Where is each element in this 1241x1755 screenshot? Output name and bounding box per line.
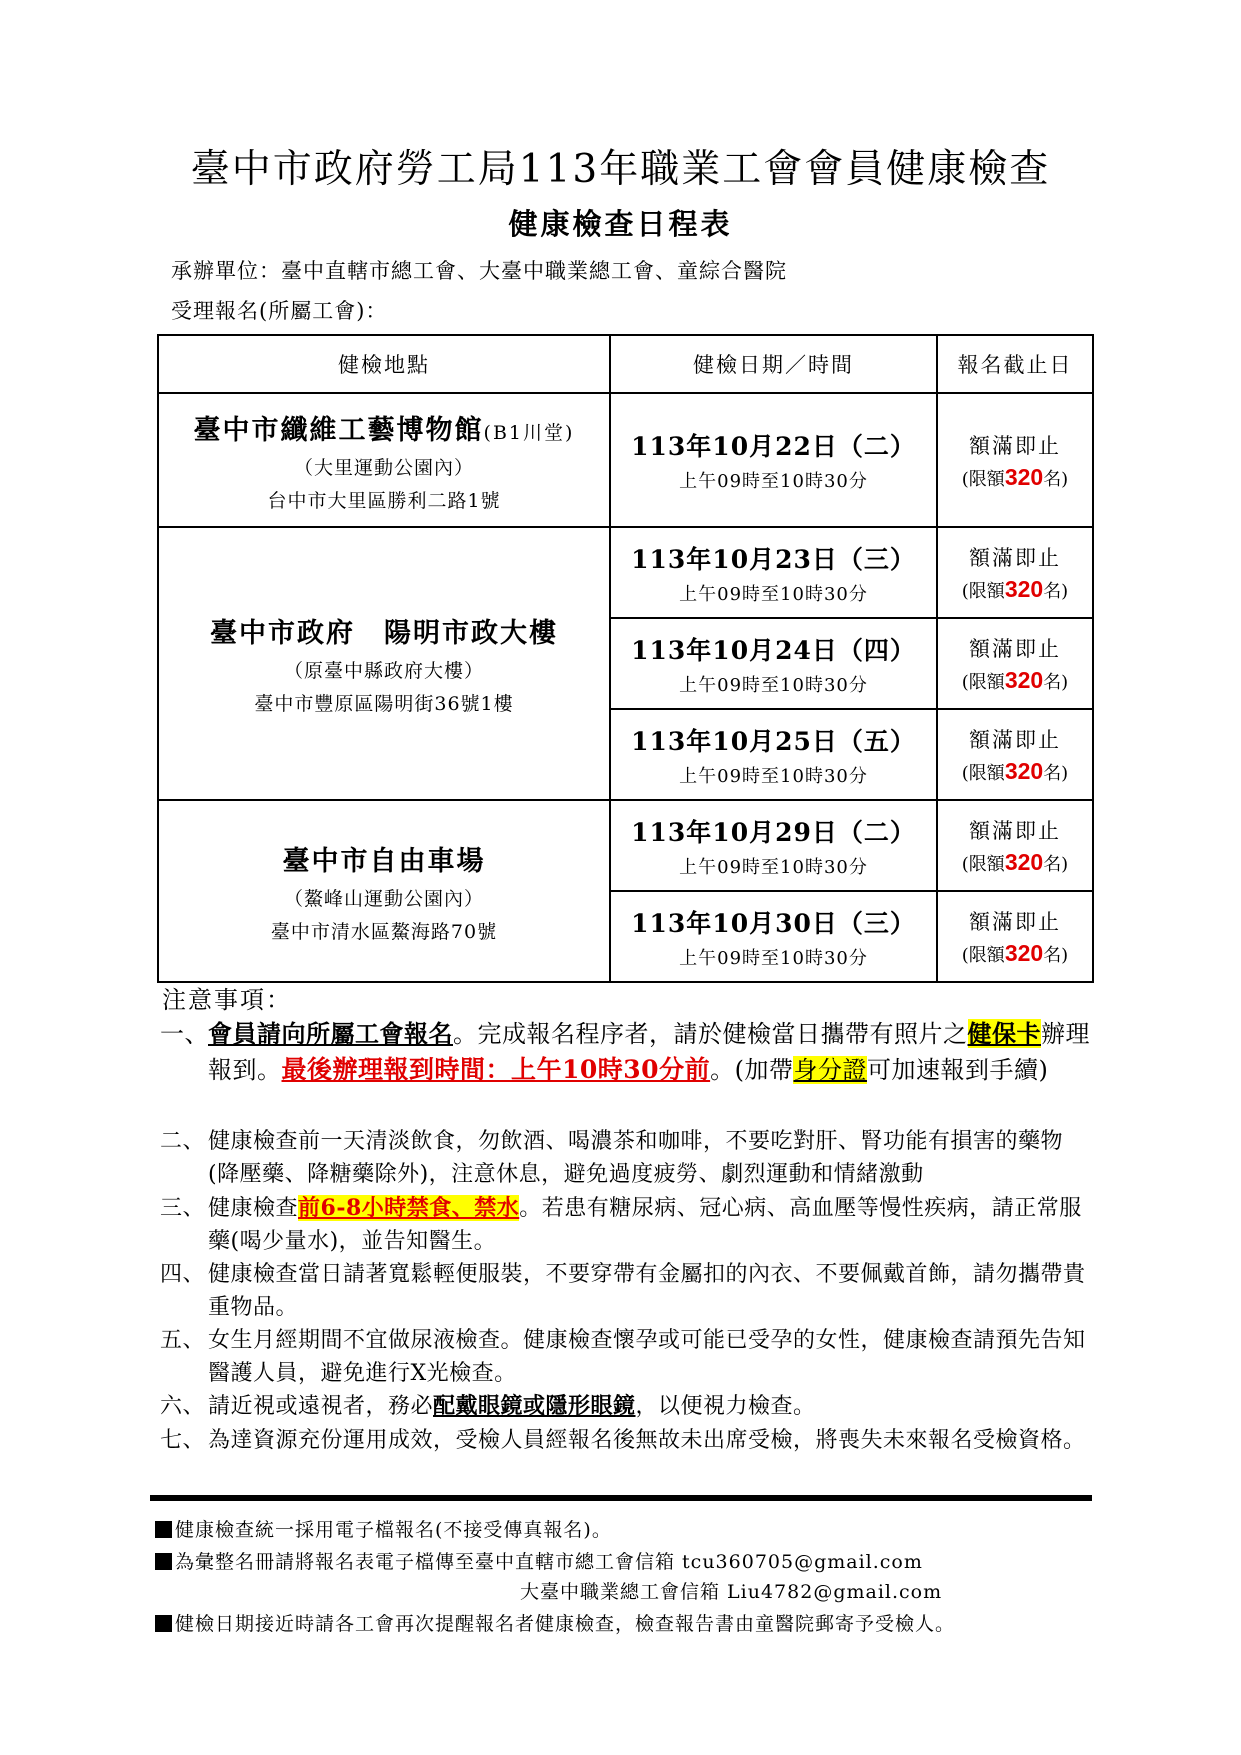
- column-header-deadline: 報名截止日: [937, 335, 1093, 393]
- quota-text: (限額320名): [961, 576, 1069, 602]
- page-subtitle: 健康檢查日程表: [508, 207, 733, 241]
- note-body: 女生月經期間不宜做尿液檢查。健康檢查懷孕或可能已受孕的女性，健康檢查請預先告知醫護人員，避免進行X光檢查。: [208, 1328, 1086, 1386]
- quota-number: 320: [1004, 463, 1044, 490]
- note-number: 一、: [160, 1020, 209, 1048]
- footer-line-3: 大臺中職業總工會信箱 Liu4782@gmail.com: [520, 1581, 943, 1603]
- exam-date: 113年10月30日（三）: [631, 908, 916, 938]
- exam-time: 上午09時至10時30分: [679, 583, 868, 605]
- date-cell: [610, 709, 937, 800]
- registration-line: 受理報名(所屬工會)：: [171, 299, 388, 323]
- exam-time: 上午09時至10時30分: [679, 856, 868, 878]
- note-item-5: [160, 1324, 1090, 1390]
- highlight-health-card: 健保卡: [967, 1019, 1041, 1048]
- table-header-row: [158, 335, 1093, 393]
- note-item-2: [160, 1125, 1090, 1191]
- note-item-6: [160, 1390, 1090, 1423]
- fasting-notice: 前6-8小時禁食、禁水: [298, 1195, 520, 1221]
- note-number: 五、: [160, 1328, 206, 1353]
- deadline-cell: [937, 891, 1093, 982]
- deadline-cell: [937, 618, 1093, 709]
- quota-number: 320: [1004, 667, 1044, 693]
- date-cell: [610, 393, 937, 527]
- venue-address: 台中市大里區勝利二路1號: [267, 489, 501, 512]
- venue-sub: （大里運動公園內）: [293, 456, 474, 479]
- table-row: [158, 800, 1093, 891]
- date-cell: [610, 800, 937, 891]
- deadline-cell: [937, 393, 1093, 527]
- highlight-id-card: 身分證: [793, 1056, 867, 1084]
- page-title: 臺中市政府勞工局113年職業工會會員健康檢查: [190, 147, 1051, 192]
- column-header-date: 健檢日期／時間: [610, 335, 937, 393]
- note-body: 為達資源充份運用成效，受檢人員經報名後無故未出席受檢，將喪失未來報名受檢資格。: [208, 1428, 1086, 1453]
- note-number: 四、: [160, 1262, 206, 1287]
- date-cell: [610, 891, 937, 982]
- venue-address: 臺中市豐原區陽明街36號1樓: [254, 693, 514, 715]
- footer-line-4: 健檢日期接近時請各工會再次提醒報名者健康檢查，檢查報告書由童醫院郵寄予受檢人。: [155, 1609, 955, 1636]
- venue-address: 臺中市清水區鰲海路70號: [270, 920, 498, 943]
- venue-name: 臺中市自由車場: [282, 845, 486, 877]
- checkin-deadline: 最後辦理報到時間：上午10時30分前: [281, 1055, 711, 1084]
- deadline-cell: [937, 800, 1093, 891]
- notes-title: 注意事項：: [162, 986, 292, 1014]
- square-bullet-icon: [155, 1553, 172, 1570]
- column-header-venue: 健檢地點: [158, 335, 610, 393]
- note-body: 請近視或遠視者，務必配戴眼鏡或隱形眼鏡，以便視力檢查。: [208, 1393, 816, 1419]
- note-body: 健康檢查前一天清淡飲食，勿飲酒、喝濃茶和咖啡，不要吃對肝、腎功能有損害的藥物(降壓藥、降糖藥除外)，注意休息，避免過度疲勞、劇烈運動和情緒激動: [208, 1129, 1064, 1187]
- note-number: 七、: [160, 1428, 206, 1453]
- quota-text: (限額320名): [961, 849, 1069, 875]
- quota-text: (限額320名): [961, 667, 1069, 693]
- note-number: 二、: [160, 1129, 206, 1154]
- exam-date: 113年10月22日（二）: [631, 432, 916, 461]
- note-body: 會員請向所屬工會報名。完成報名程序者，請於健檢當日攜帶有照片之健保卡辦理報到。最後辦理報到時間：上午10時30分前。(加帶身分證可加速報到手續): [208, 1019, 1090, 1084]
- footer-line-1: 健康檢查統一採用電子檔報名(不接受傳真報名)。: [155, 1515, 612, 1542]
- deadline-text: 額滿即止: [969, 433, 1061, 458]
- quota-number: 320: [1004, 576, 1044, 602]
- exam-date: 113年10月25日（五）: [631, 726, 916, 756]
- deadline-cell: [937, 709, 1093, 800]
- note-number: 三、: [160, 1196, 206, 1221]
- square-bullet-icon: [155, 1615, 172, 1632]
- venue-cell: [158, 393, 610, 527]
- note-item-4: [160, 1258, 1090, 1324]
- note-body: 健康檢查當日請著寬鬆輕便服裝，不要穿帶有金屬扣的內衣、不要佩戴首飾，請勿攜帶貴重物品。: [208, 1262, 1086, 1320]
- schedule-table: [157, 334, 1094, 983]
- venue-cell: [158, 527, 610, 800]
- exam-date: 113年10月23日（三）: [631, 544, 916, 574]
- note-number: 六、: [160, 1394, 206, 1419]
- venue-name: 臺中市纖維工藝博物館(B1川堂): [193, 414, 575, 446]
- note-item-7: [160, 1424, 1090, 1457]
- exam-date: 113年10月24日（四）: [631, 635, 916, 665]
- venue-sub: （原臺中縣政府大樓）: [283, 660, 484, 682]
- quota-text: (限額320名): [961, 463, 1069, 490]
- note-body: 健康檢查前6-8小時禁食、禁水。若患有糖尿病、冠心病、高血壓等慢性疾病，請正常服藥(喝少量水)，並告知醫生。: [208, 1195, 1082, 1254]
- deadline-text: 額滿即止: [969, 910, 1061, 934]
- square-bullet-icon: [155, 1521, 172, 1538]
- exam-time: 上午09時至10時30分: [679, 765, 868, 787]
- exam-date: 113年10月29日（二）: [631, 817, 916, 847]
- table-row: [158, 393, 1093, 527]
- quota-number: 320: [1004, 849, 1044, 875]
- section-divider: [150, 1495, 1092, 1501]
- quota-number: 320: [1004, 940, 1044, 966]
- table-row: [158, 527, 1093, 618]
- exam-time: 上午09時至10時30分: [679, 674, 868, 696]
- exam-time: 上午09時至10時30分: [679, 471, 868, 492]
- organizers-line: 承辦單位：臺中直轄市總工會、大臺中職業總工會、童綜合醫院: [171, 259, 787, 283]
- date-cell: [610, 618, 937, 709]
- venue-name: 臺中市政府 陽明市政大樓: [210, 618, 558, 649]
- exam-time: 上午09時至10時30分: [679, 947, 868, 969]
- date-cell: [610, 527, 937, 618]
- deadline-text: 額滿即止: [969, 819, 1061, 843]
- deadline-cell: [937, 527, 1093, 618]
- deadline-text: 額滿即止: [969, 546, 1061, 570]
- deadline-text: 額滿即止: [969, 637, 1061, 661]
- quota-number: 320: [1004, 758, 1044, 784]
- venue-note: (B1川堂): [483, 421, 575, 444]
- quota-text: (限額320名): [961, 940, 1069, 966]
- note-item-3: [160, 1192, 1090, 1258]
- venue-cell: [158, 800, 610, 982]
- note-item-1: [160, 1016, 1090, 1088]
- venue-sub: （鰲峰山運動公園內）: [283, 887, 484, 910]
- footer-line-2: 為彙整名冊請將報名表電子檔傳至臺中直轄市總工會信箱 tcu360705@gmail.com: [155, 1547, 923, 1574]
- quota-text: (限額320名): [961, 758, 1069, 784]
- deadline-text: 額滿即止: [969, 728, 1061, 752]
